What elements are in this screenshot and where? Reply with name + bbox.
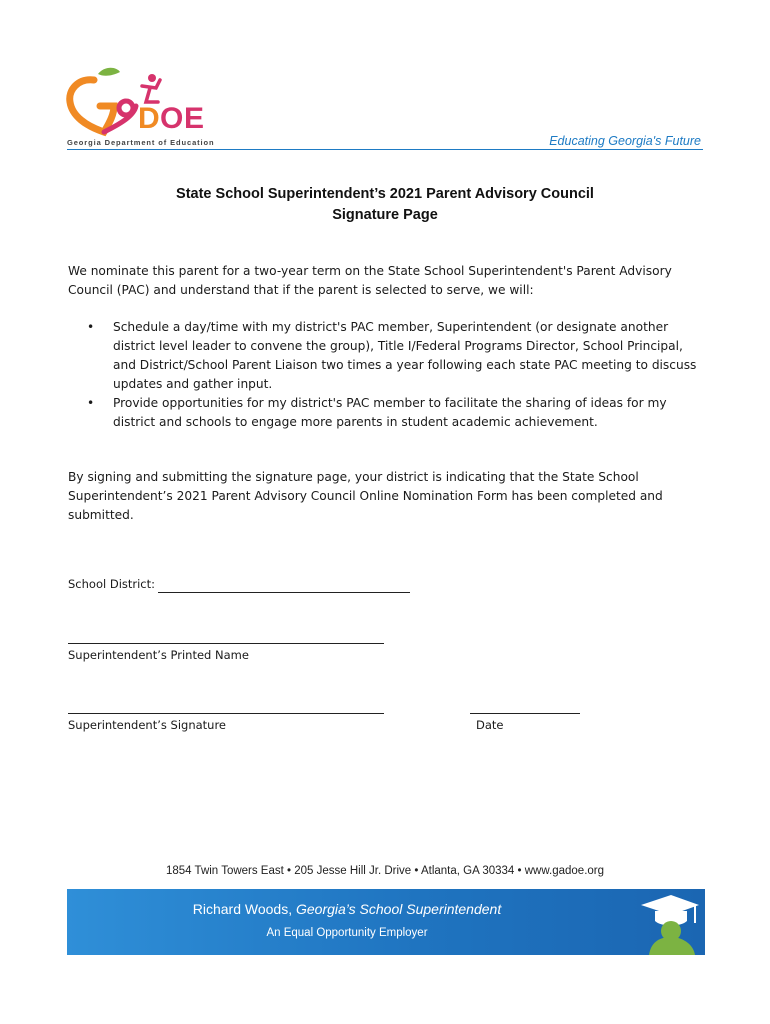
banner-title: Georgia’s School Superintendent — [296, 901, 502, 917]
banner-eoe: An Equal Opportunity Employer — [266, 927, 428, 939]
signature-field[interactable] — [68, 713, 384, 714]
date-label: Date — [476, 718, 504, 732]
tagline: Educating Georgia's Future — [549, 134, 701, 148]
header-divider — [67, 149, 703, 150]
svg-text:D: D — [138, 102, 160, 135]
footer-banner — [67, 889, 705, 955]
school-district-field[interactable] — [158, 592, 410, 593]
list-item — [68, 394, 708, 432]
printed-name-label: Superintendent’s Printed Name — [68, 648, 249, 662]
svg-text:E: E — [184, 102, 205, 135]
date-field[interactable] — [470, 713, 580, 714]
bullet-icon: • — [87, 396, 95, 410]
banner-name: Richard Woods, — [192, 901, 293, 917]
graduate-icon — [631, 891, 701, 955]
list-item — [68, 318, 708, 394]
footer-address: 1854 Twin Towers East • 205 Jesse Hill Jr. Drive • Atlanta, GA 30334 • www.gadoe.org — [165, 865, 605, 877]
page-title — [0, 184, 770, 226]
intro-paragraph: We nominate this parent for a two-year term on the State School Superintendent's Parent Advisory Council (PAC) and understand that if the parent is selected to serve, we will: — [68, 264, 672, 297]
bullet-icon: • — [87, 320, 95, 334]
school-district-label: School District: — [68, 577, 156, 591]
logo-caption: Georgia Department of Education — [67, 138, 215, 147]
list-item-text: Schedule a day/time with my district's PAC member, Superintendent (or designate another district level leader to convene the group), Title I/Federal Programs Director, School Principal, and District/School Parent Liaison two times a year following each state PAC meeting to discuss updates and gather input. — [113, 320, 697, 391]
banner-superintendent — [67, 901, 627, 917]
title-line-2: Signature Page — [332, 207, 438, 223]
title-line-1: State School Superintendent’s 2021 Parent Advisory Council — [176, 186, 594, 202]
svg-text:O: O — [160, 102, 184, 135]
printed-name-field[interactable] — [68, 643, 384, 644]
commitment-list — [68, 318, 708, 432]
list-item-text: Provide opportunities for my district's PAC member to facilitate the sharing of ideas for my district and schools to engage more parents in student academic achievement. — [113, 396, 667, 429]
signature-label: Superintendent’s Signature — [68, 718, 227, 732]
statement-paragraph: By signing and submitting the signature page, your district is indicating that the State School Superintendent’s 2021 Parent Advisory Council Online Nomination Form has been completed and submitted. — [68, 470, 663, 522]
